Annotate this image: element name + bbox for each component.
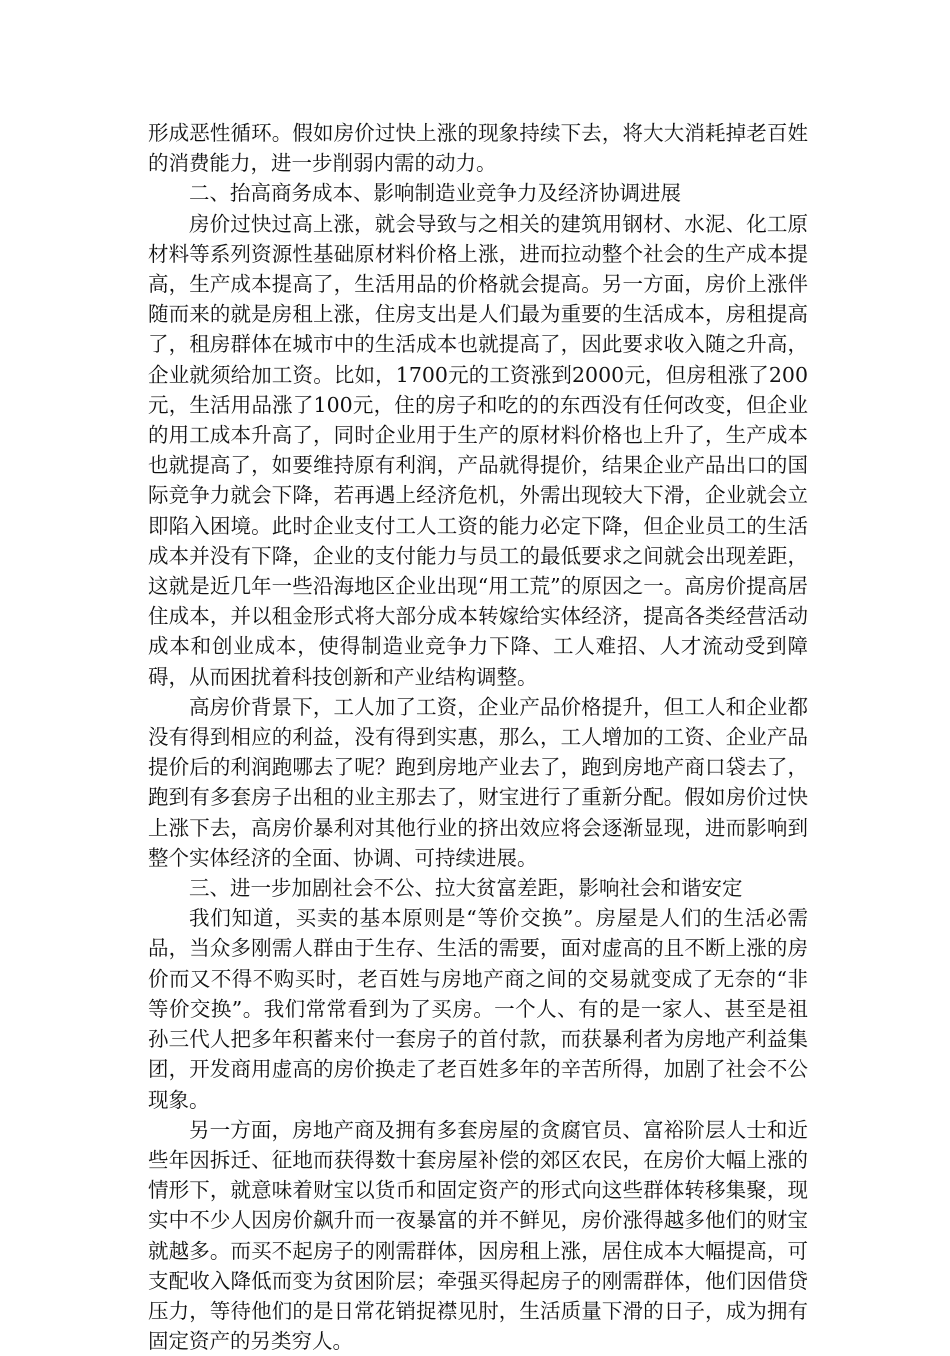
section-heading-2: 二、抬高商务成本、影响制造业竞争力及经济协调进展 bbox=[189, 181, 681, 206]
paragraph-continuation: 形成恶性循环。假如房价过快上涨的现象持续下去，将大大消耗掉老百姓的消费能力，进一步削弱内需的动力。 bbox=[148, 121, 808, 176]
section-heading-3: 三、进一步加剧社会不公、拉大贫富差距，影响社会和谐安定 bbox=[189, 876, 743, 901]
paragraph-wage-profit: 高房价背景下，工人加了工资，企业产品价格提升，但工人和企业都没有得到相应的利益，没有得到实惠，那么，工人增加的工资、企业产品提价后的利润跑哪去了呢？跑到房地产业去了，跑到房地产商口袋去了，跑到有多套房子出租的业主那去了，财宝进行了重新分配。假如房价过快上涨下去，高房价暴利对其他行业的挤出效应将会逐渐显现，进而影响到整个实体经济的全面、协调、可持续进展。 bbox=[148, 694, 808, 870]
paragraph-cost-rise: 房价过快过高上涨，就会导致与之相关的建筑用钢材、水泥、化工原材料等系列资源性基础原材料价格上涨，进而拉动整个社会的生产成本提高，生产成本提高了，生活用品的价格就会提高。另一方面，房价上涨伴随而来的就是房租上涨，住房支出是人们最为重要的生活成本，房租提高了，租房群体在城市中的生活成本也就提高了，因此要求收入随之升高，企业就须给加工资。比如，1700元的工资涨到2000元，但房租涨了200元，生活用品涨了100元，住的房子和吃的的东西没有任何改变，但企业的用工成本升高了，同时企业用于生产的原材料价格也上升了，生产成本也就提高了，如要维持原有利润，产品就得提价，结果企业产品出口的国际竞争力就会下降，若再遇上经济危机，外需出现较大下滑，企业就会立即陷入困境。此时企业支付工人工资的能力必定下降，但企业员工的生活成本并没有下降，企业的支付能力与员工的最低要求之间就会出现差距，这就是近几年一些沿海地区企业出现“用工荒”的原因之一。高房价提高居住成本，并以租金形式将大部分成本转嫁给实体经济，提高各类经营活动成本和创业成本，使得制造业竞争力下降、工人难招、人才流动受到障碍，从而困扰着科技创新和产业结构调整。 bbox=[148, 211, 808, 689]
paragraph-equal-exchange: 我们知道，买卖的基本原则是“等价交换”。房屋是人们的生活必需品，当众多刚需人群由于生存、生活的需要，面对虚高的且不断上涨的房价而又不得不购买时，老百姓与房地产商之间的交易就变成了无奈的“非等价交换”。我们常常看到为了买房。一个人、有的是一家人、甚至是祖孙三代人把多年积蓄来付一套房子的首付款，而获暴利者为房地产利益集团，开发商用虚高的房价换走了老百姓多年的辛苦所得，加剧了社会不公现象。 bbox=[148, 906, 808, 1112]
paragraph-wealth-transfer: 另一方面，房地产商及拥有多套房屋的贪腐官员、富裕阶层人士和近些年因拆迁、征地而获得数十套房屋补偿的郊区农民，在房价大幅上涨的情形下，就意味着财宝以货币和固定资产的形式向这些群体转移集聚，现实中不少人因房价飙升而一夜暴富的并不鲜见，房价涨得越多他们的财宝就越多。而买不起房子的刚需群体，因房租上涨，居住成本大幅提高，可支配收入降低而变为贫困阶层；牵强买得起房子的刚需群体，他们因借贷压力，等待他们的是日常花销捉襟见肘，生活质量下滑的日子，成为拥有固定资产的另类穷人。 bbox=[148, 1117, 808, 1354]
document-body bbox=[148, 118, 808, 1356]
